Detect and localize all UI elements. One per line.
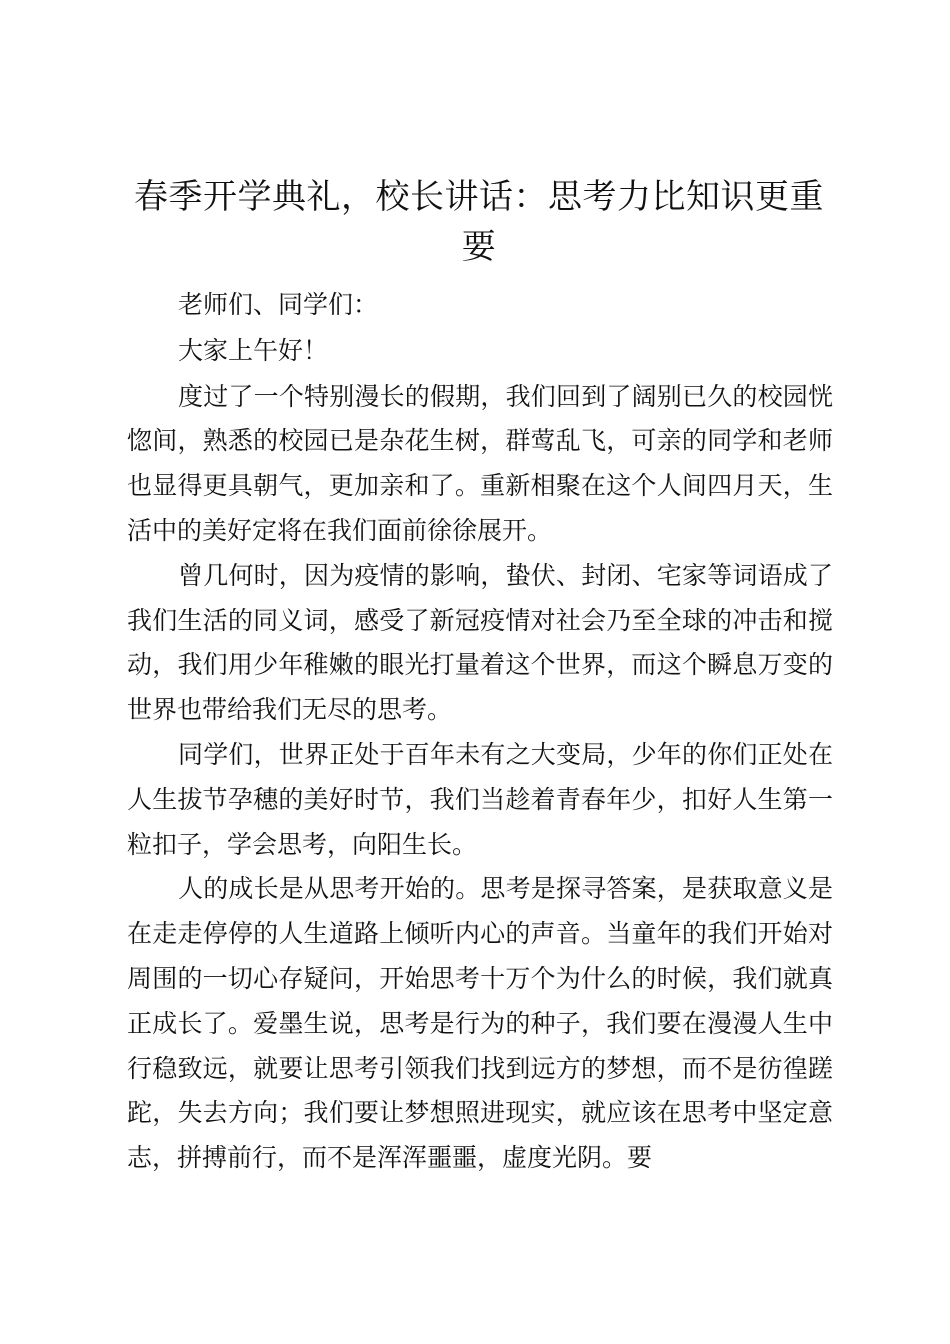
paragraph-2: 曾几何时，因为疫情的影响，蛰伏、封闭、宅家等词语成了我们生活的同义词，感受了新冠疫情对社会乃至全球的冲击和搅动，我们用少年稚嫩的眼光打量着这个世界，而这个瞬息万变的世界也带给我们无尽的思考。	[127, 560, 833, 725]
paragraph-4: 人的成长是从思考开始的。思考是探寻答案，是获取意义是在走走停停的人生道路上倾听内心的声音。当童年的我们开始对周围的一切心存疑问，开始思考十万个为什么的时候，我们就真正成长了。爱墨生说，思考是行为的种子，我们要在漫漫人生中行稳致远，就要让思考引领我们找到远方的梦想，而不是彷徨蹉跎，失去方向；我们要让梦想照进现实，就应该在思考中坚定意志，拼搏前行，而不是浑浑噩噩，虚度光阴。要	[127, 874, 833, 1173]
greeting: 大家上午好！	[178, 335, 329, 365]
document-title: 春季开学典礼，校长讲话：思考力比知识更重要	[134, 177, 824, 267]
salutation: 老师们、同学们：	[178, 290, 379, 319]
paragraph-3: 同学们，世界正处于百年未有之大变局，少年的你们正处在人生拔节孕穗的美好时节，我们当趁着青春年少，扣好人生第一粒扣子，学会思考，向阳生长。	[127, 739, 833, 859]
document-body	[127, 283, 833, 1181]
paragraph-1: 度过了一个特别漫长的假期，我们回到了阔别已久的校园恍惚间，熟悉的校园已是杂花生树，群莺乱飞，可亲的同学和老师也显得更具朝气，更加亲和了。重新相聚在这个人间四月天，生活中的美好定将在我们面前徐徐展开。	[127, 381, 833, 545]
